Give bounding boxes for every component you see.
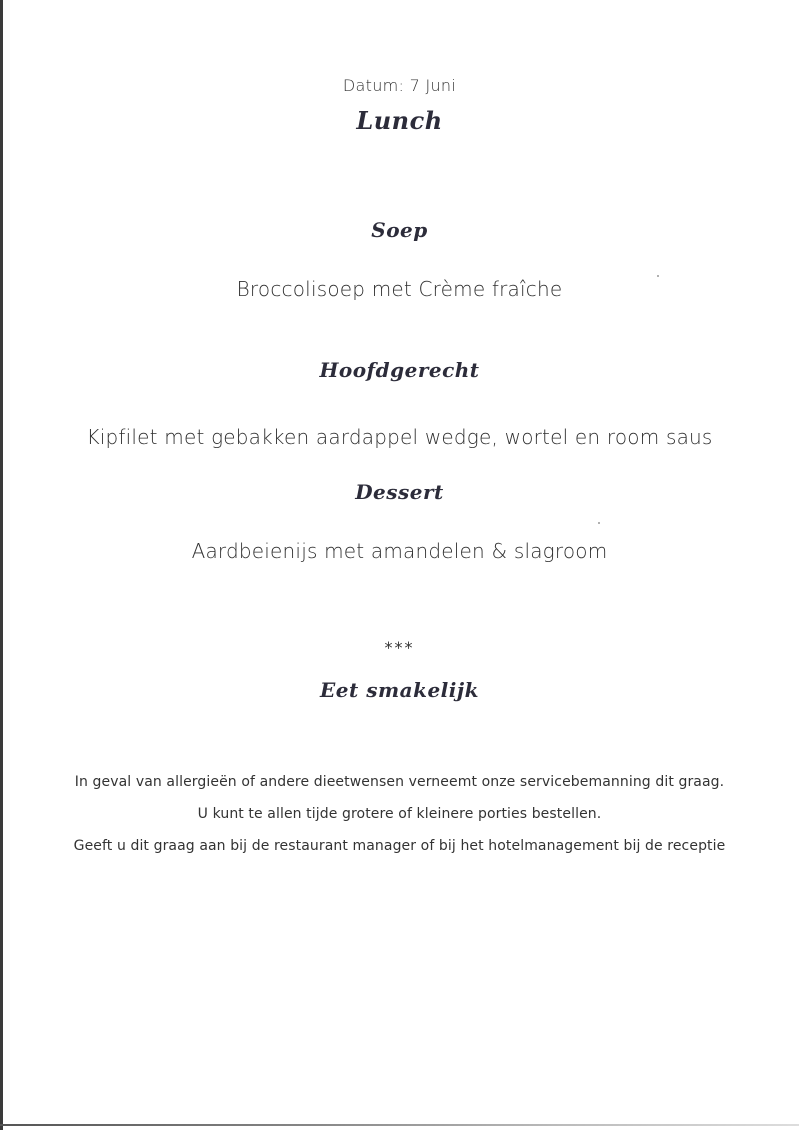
section-heading-soep: Soep (371, 218, 428, 242)
dish-hoofdgerecht: Kipfilet met gebakken aardappel wedge, wortel en room saus (86, 425, 713, 449)
footer-note-portions: U kunt te allen tijde grotere of kleinere porties bestellen. (197, 806, 602, 822)
scan-speck (598, 522, 600, 524)
scan-edge-left (0, 0, 3, 1130)
scan-edge-bottom (0, 1124, 799, 1126)
section-heading-hoofdgerecht: Hoofdgerecht (319, 358, 480, 382)
scan-speck (657, 275, 659, 277)
closing-greeting: Eet smakelijk (320, 678, 479, 702)
dish-soep: Broccolisoep met Crème fraîche (236, 277, 563, 301)
separator-stars: *** (384, 638, 415, 657)
footer-note-allergies: In geval van allergieën of andere dieetwensen verneemt onze servicebemanning dit graag. (74, 774, 725, 790)
menu-title: Lunch (356, 106, 443, 135)
footer-note-contact: Geeft u dit graag aan bij de restaurant manager of bij het hotelmanagement bij de receptie (73, 838, 726, 854)
section-heading-dessert: Dessert (355, 480, 444, 504)
dish-dessert: Aardbeienijs met amandelen & slagroom (191, 539, 608, 563)
menu-date: Datum: 7 Juni (342, 76, 457, 95)
